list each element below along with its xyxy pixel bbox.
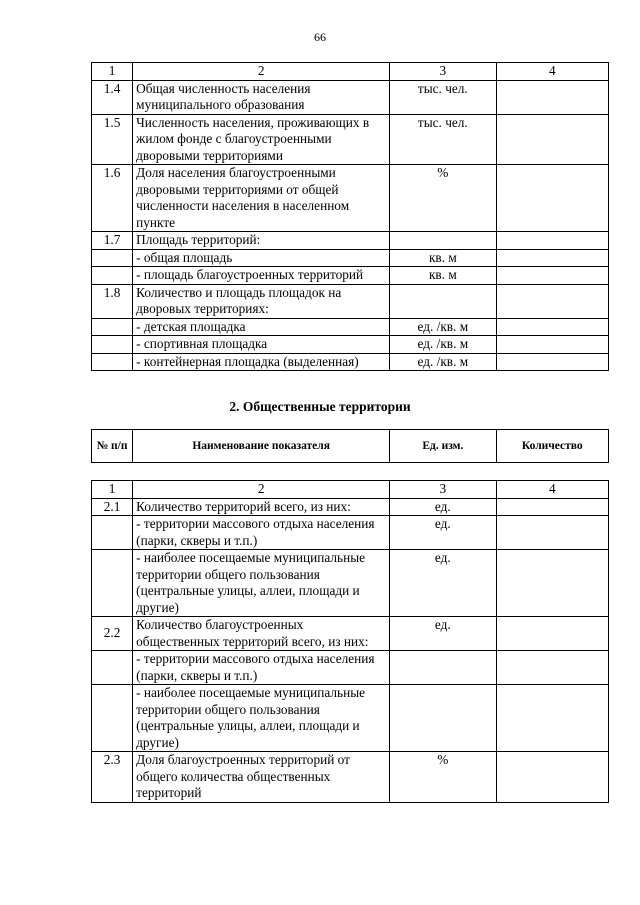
page-number: 66	[314, 30, 326, 44]
row-number-cell: 1.7	[92, 232, 133, 250]
section-title: 2. Общественные территории	[229, 399, 411, 414]
unit-cell: ед.	[390, 516, 496, 550]
header-quantity-cell: Количество	[496, 430, 608, 463]
unit-cell: %	[390, 165, 496, 232]
quantity-cell	[496, 284, 608, 318]
row-number-cell	[92, 353, 133, 371]
indicators-table-public	[91, 480, 609, 803]
table-row	[92, 516, 609, 550]
indicator-name-cell: Количество и площадь площадок на дворовых территориях:	[133, 284, 390, 318]
header-unit-cell: Ед. изм.	[390, 430, 496, 463]
table-row	[92, 752, 609, 803]
table-column-numbers-row	[92, 481, 609, 499]
quantity-cell	[496, 651, 608, 685]
quantity-cell	[496, 267, 608, 285]
indicator-name-cell: - наиболее посещаемые муниципальные территории общего пользования (центральные улицы, аллеи, площади и другие)	[133, 550, 390, 617]
indicator-name-cell: Доля населения благоустроенными дворовыми территориями от общей численности населения в населенном пункте	[133, 165, 390, 232]
indicator-name-cell: - детская площадка	[133, 318, 390, 336]
quantity-cell	[496, 353, 608, 371]
header-name-cell: Наименование показателя	[133, 430, 390, 463]
header-number-cell: № п/п	[92, 430, 133, 463]
column-number-cell: 4	[496, 481, 608, 499]
indicator-name-cell: - общая площадь	[133, 249, 390, 267]
column-number-cell: 2	[133, 481, 390, 499]
indicator-name-cell: Доля благоустроенных территорий от общего количества общественных территорий	[133, 752, 390, 803]
row-number-cell: 2.1	[92, 498, 133, 516]
table-row	[92, 685, 609, 752]
column-number-cell: 4	[496, 63, 608, 81]
unit-cell: ед. /кв. м	[390, 336, 496, 354]
unit-cell: ед. /кв. м	[390, 353, 496, 371]
table-row	[92, 336, 609, 354]
quantity-cell	[496, 516, 608, 550]
table-header-row	[92, 430, 609, 463]
row-number-cell	[92, 249, 133, 267]
quantity-cell	[496, 318, 608, 336]
row-number-cell	[92, 651, 133, 685]
unit-cell: ед.	[390, 617, 496, 651]
row-number-cell	[92, 336, 133, 354]
row-number-cell: 1.5	[92, 114, 133, 165]
quantity-cell	[496, 80, 608, 114]
column-number-cell: 1	[92, 63, 133, 81]
table-row	[92, 232, 609, 250]
unit-cell	[390, 284, 496, 318]
quantity-cell	[496, 165, 608, 232]
unit-cell: ед. /кв. м	[390, 318, 496, 336]
row-number-cell	[92, 550, 133, 617]
quantity-cell	[496, 249, 608, 267]
row-number-cell	[92, 318, 133, 336]
unit-cell	[390, 651, 496, 685]
column-headers-table	[91, 429, 609, 463]
unit-cell: тыс. чел.	[390, 80, 496, 114]
quantity-cell	[496, 114, 608, 165]
quantity-cell	[496, 336, 608, 354]
quantity-cell	[496, 685, 608, 752]
row-number-cell: 1.8	[92, 284, 133, 318]
table-row	[92, 267, 609, 285]
table-row	[92, 80, 609, 114]
table-row	[92, 114, 609, 165]
unit-cell	[390, 232, 496, 250]
indicator-name-cell: Количество благоустроенных общественных территорий всего, из них:	[133, 617, 390, 651]
row-number-cell: 2.3	[92, 752, 133, 803]
table-body	[92, 498, 609, 802]
unit-cell: тыс. чел.	[390, 114, 496, 165]
indicators-table-yards	[91, 62, 609, 371]
unit-cell: кв. м	[390, 267, 496, 285]
table-row	[92, 353, 609, 371]
indicator-name-cell: Численность населения, проживающих в жилом фонде с благоустроенными дворовыми территориями	[133, 114, 390, 165]
row-number-cell: 1.6	[92, 165, 133, 232]
unit-cell: ед.	[390, 498, 496, 516]
column-number-cell: 3	[390, 63, 496, 81]
indicator-name-cell: - территории массового отдыха населения (парки, скверы и т.п.)	[133, 651, 390, 685]
indicator-name-cell: - площадь благоустроенных территорий	[133, 267, 390, 285]
indicator-name-cell: Общая численность населения муниципального образования	[133, 80, 390, 114]
table-row	[92, 284, 609, 318]
table-column-numbers-row	[92, 63, 609, 81]
row-number-cell	[92, 685, 133, 752]
column-number-cell: 2	[133, 63, 390, 81]
table-row	[92, 617, 609, 651]
quantity-cell	[496, 232, 608, 250]
indicator-name-cell: - спортивная площадка	[133, 336, 390, 354]
quantity-cell	[496, 752, 608, 803]
column-number-cell: 3	[390, 481, 496, 499]
row-number-cell	[92, 267, 133, 285]
table-row	[92, 498, 609, 516]
indicator-name-cell: Площадь территорий:	[133, 232, 390, 250]
quantity-cell	[496, 498, 608, 516]
table-row	[92, 165, 609, 232]
unit-cell: кв. м	[390, 249, 496, 267]
table-row	[92, 249, 609, 267]
table-body	[92, 80, 609, 371]
row-number-cell: 1.4	[92, 80, 133, 114]
row-number-cell: 2.2	[92, 617, 133, 651]
table-row	[92, 318, 609, 336]
quantity-cell	[496, 617, 608, 651]
indicator-name-cell: Количество территорий всего, из них:	[133, 498, 390, 516]
table-row	[92, 651, 609, 685]
quantity-cell	[496, 550, 608, 617]
column-number-cell: 1	[92, 481, 133, 499]
unit-cell	[390, 685, 496, 752]
indicator-name-cell: - контейнерная площадка (выделенная)	[133, 353, 390, 371]
unit-cell: %	[390, 752, 496, 803]
row-number-cell	[92, 516, 133, 550]
indicator-name-cell: - наиболее посещаемые муниципальные территории общего пользования (центральные улицы, аллеи, площади и другие)	[133, 685, 390, 752]
table-row	[92, 550, 609, 617]
indicator-name-cell: - территории массового отдыха населения (парки, скверы и т.п.)	[133, 516, 390, 550]
unit-cell: ед.	[390, 550, 496, 617]
